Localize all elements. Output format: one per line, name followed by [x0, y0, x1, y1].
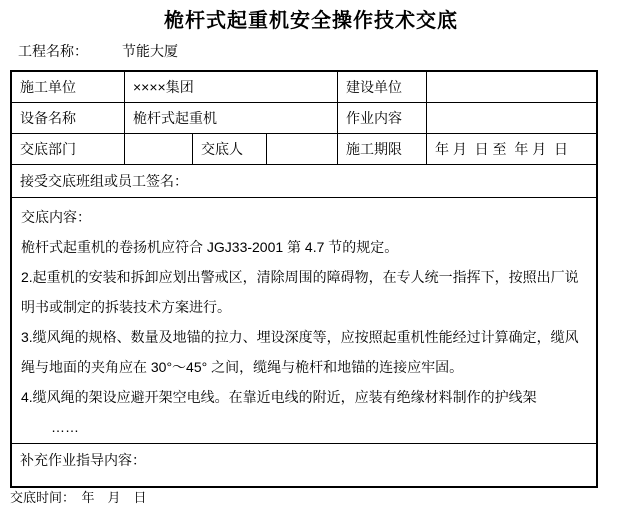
equipment-name-label: 设备名称	[12, 103, 125, 133]
content-paragraph-3: 3.缆风绳的规格、数量及地锚的拉力、埋设深度等，应按照起重机性能经过计算确定，缆风绳与地面的夹角应在 30°～45° 之间，缆绳与桅杆和地锚的连接应牢固。	[21, 329, 579, 375]
project-name-value: 节能大厦	[122, 43, 178, 59]
equipment-name-value: 桅杆式起重机	[125, 103, 338, 133]
discloser-value	[267, 134, 338, 164]
disclosure-content-label: 交底内容：	[21, 209, 91, 225]
work-content-label: 作业内容	[338, 103, 427, 133]
disclosure-department-label: 交底部门	[12, 134, 125, 164]
supplement-row-label: 补充作业指导内容：	[20, 452, 146, 468]
content-ellipsis: ……	[51, 419, 79, 435]
table-row-disclosure-content	[12, 198, 596, 444]
construction-period-label: 施工期限	[338, 134, 427, 164]
table-row-signature	[12, 165, 596, 198]
table-row-disclosure-info	[12, 134, 596, 165]
disclosure-content-cell	[12, 198, 596, 443]
owner-unit-label: 建设单位	[338, 72, 427, 102]
table-row-supplement	[12, 444, 596, 486]
content-paragraph-2: 2.起重机的安装和拆卸应划出警戒区，清除周围的障碍物，在专人统一指挥下，按照出厂说明书或制定的拆装技术方案进行。	[21, 269, 579, 315]
disclosure-department-value	[125, 134, 193, 164]
document-title: 桅杆式起重机安全操作技术交底	[164, 10, 458, 32]
table-row-equipment	[12, 103, 596, 134]
project-name-label: 工程名称：	[18, 43, 88, 59]
project-name-row	[18, 41, 178, 61]
content-paragraph-4: 4.缆风绳的架设应避开架空电线。在靠近电线的附近，应装有绝缘材料制作的护线架	[21, 389, 537, 405]
table-row-units	[12, 72, 596, 103]
work-content-value	[427, 103, 596, 133]
construction-unit-value: ××××集团	[125, 72, 338, 102]
clipped-next-row-text: 交底时间： 年 月 日	[10, 490, 147, 505]
owner-unit-value	[427, 72, 596, 102]
content-paragraph-1: 桅杆式起重机的卷扬机应符合 JGJ33-2001 第 4.7 节的规定。	[21, 239, 399, 255]
discloser-label: 交底人	[193, 134, 267, 164]
signature-row-label: 接受交底班组或员工签名：	[20, 173, 188, 189]
construction-unit-label: 施工单位	[12, 72, 125, 102]
construction-period-value: 年 月 日 至 年 月 日	[435, 141, 569, 157]
disclosure-table	[10, 70, 598, 488]
